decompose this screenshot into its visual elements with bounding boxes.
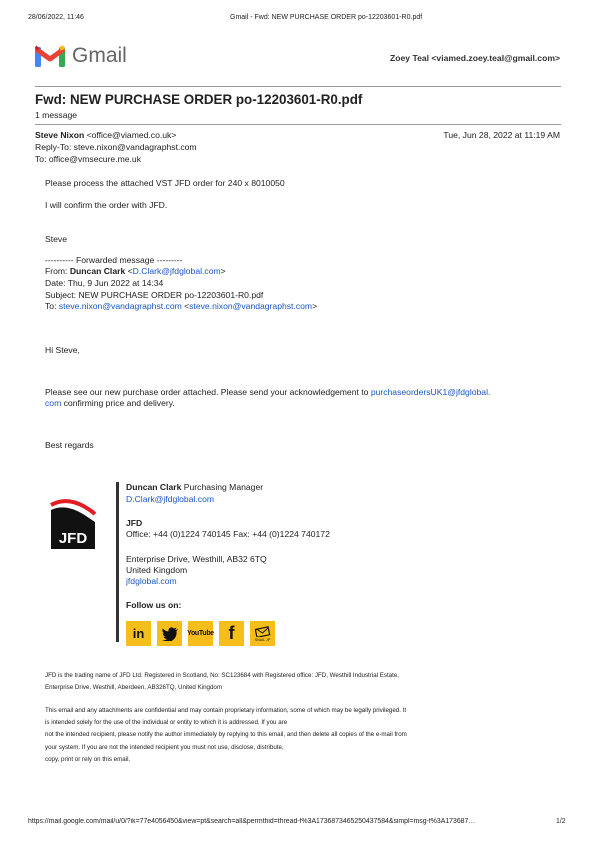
legal-line: Enterprise Drive, Westhill, Aberdeen, AB326TQ, United Kingdom [45,684,223,692]
subject-divider [35,124,561,125]
signature-bar [116,482,119,642]
reply-to: Reply-To: steve.nixon@vandagraphst.com [35,142,197,152]
youtube-icon[interactable] [188,621,213,646]
top-divider [35,86,561,87]
follow-us-label: Follow us on: [126,600,182,610]
message-count: 1 message [35,110,78,120]
snail-mail-icon-text: SNAIL JP [254,637,271,642]
print-page-number: 1/2 [556,818,566,825]
forward-to-label: To: [45,301,59,311]
linkedin-icon-text: in [132,626,145,641]
to-line: To: office@vmsecure.me.uk [35,154,141,164]
twitter-icon[interactable] [157,621,182,646]
signature-email-link[interactable]: D.Clark@jfdglobal.com [126,494,215,504]
confidentiality-text [45,705,407,766]
signature-role: Purchasing Manager [183,482,264,492]
signature-phones: Office: +44 (0)1224 740145 Fax: +44 (0)1224 740172 [126,529,330,539]
youtube-icon-text: YouTube [187,630,214,637]
purchase-orders-email-link[interactable]: purchaseordersUK1@jfdglobal. [370,387,491,397]
facebook-icon-text: f [228,623,235,643]
signature-company: JFD [126,518,143,528]
thread-subject: Fwd: NEW PURCHASE ORDER po-12203601-R0.pdf [35,92,363,107]
signature-name: Duncan Clark [126,482,182,492]
confidentiality-line: not the intended recipient, please notify the author immediately by replying to this email, and then delete all copies of the e-mail from [45,731,407,739]
body-paragraph [45,387,555,409]
legal-line: JFD is the trading name of JFD Ltd. Registered in Scotland, No: SC123684 with Registered office: JFD, Westhill Industrial Estate, [45,672,399,679]
forward-to-email-link[interactable]: steve.nixon@vandagraphst.com [58,301,182,311]
forward-from-email-link[interactable]: D.Clark@jfdglobal.com [132,266,221,276]
forward-from-name: Duncan Clark [69,266,126,276]
body-line-2: I will confirm the order with JFD. [45,200,168,210]
forward-from-label: From: [45,266,70,276]
paragraph-text: Please see our new purchase order attached. Please send your acknowledgement to [45,387,371,397]
forward-to [45,301,317,312]
body-sign: Steve [45,234,67,244]
message-date: Tue, Jun 28, 2022 at 11:19 AM [443,130,560,140]
confidentiality-line: This email and any attachments are confidential and may contain proprietary information, some of which may be legally privileged. It [45,707,407,714]
gmail-logo-icon [35,45,65,67]
signature-website-link[interactable]: jfdglobal.com [126,576,177,586]
account-email: Zoey Teal <viamed.zoey.teal@gmail.com> [390,53,560,63]
paragraph-text-end: confirming price and delivery. [61,398,175,408]
forward-divider: ---------- Forwarded message --------- [45,255,183,265]
facebook-icon[interactable] [219,621,244,646]
signature-name-line [126,482,263,493]
forward-date: Date: Thu, 9 Jun 2022 at 14:34 [45,278,164,288]
confidentiality-line: is intended solely for the use of the individual or entity to which it is addressed. If you are [45,719,288,727]
forward-to-close: > [312,301,318,311]
forward-to-open: < [181,301,190,311]
body-line-1: Please process the attached VST JFD order for 240 x 8010050 [45,178,285,188]
snail-mail-icon[interactable] [250,621,275,646]
forward-from-open: < [125,266,133,276]
forward-from [45,266,226,277]
sender [35,130,176,141]
confidentiality-line: your system. If you are not the intended recipient you must not use, disclose, distribute, [45,743,284,751]
print-url: https://mail.google.com/mail/u/0/?ik=77e4056450&view=pt&search=all&permthid=thread-f%3A1736873465250437584&simpl=msg-f%3A173687… [28,818,476,825]
jfd-logo [49,496,97,549]
sender-email: <office@viamed.co.uk> [86,130,177,140]
linkedin-icon[interactable] [126,621,151,646]
regards: Best regards [45,440,94,450]
confidentiality-line: copy, print or rely on this email. [45,755,131,763]
forward-from-close: > [220,266,226,276]
signature-address-1: Enterprise Drive, Westhill, AB32 6TQ [126,554,267,564]
purchase-orders-email-link-end[interactable]: com [45,398,62,408]
forward-to-email-link-2[interactable]: steve.nixon@vandagraphst.com [189,301,313,311]
jfd-logo-text: JFD [58,530,88,547]
greeting: Hi Steve, [45,345,80,355]
sender-name: Steve Nixon [35,130,85,140]
forward-subject: Subject: NEW PURCHASE ORDER po-12203601-R0.pdf [45,290,264,300]
gmail-logo-text: Gmail [72,44,127,67]
signature-address-2: United Kingdom [126,565,188,575]
print-datetime: 28/06/2022, 11:46 [28,14,84,21]
print-title: Gmail - Fwd: NEW PURCHASE ORDER po-12203601-R0.pdf [230,14,423,21]
legal-text [45,670,399,694]
